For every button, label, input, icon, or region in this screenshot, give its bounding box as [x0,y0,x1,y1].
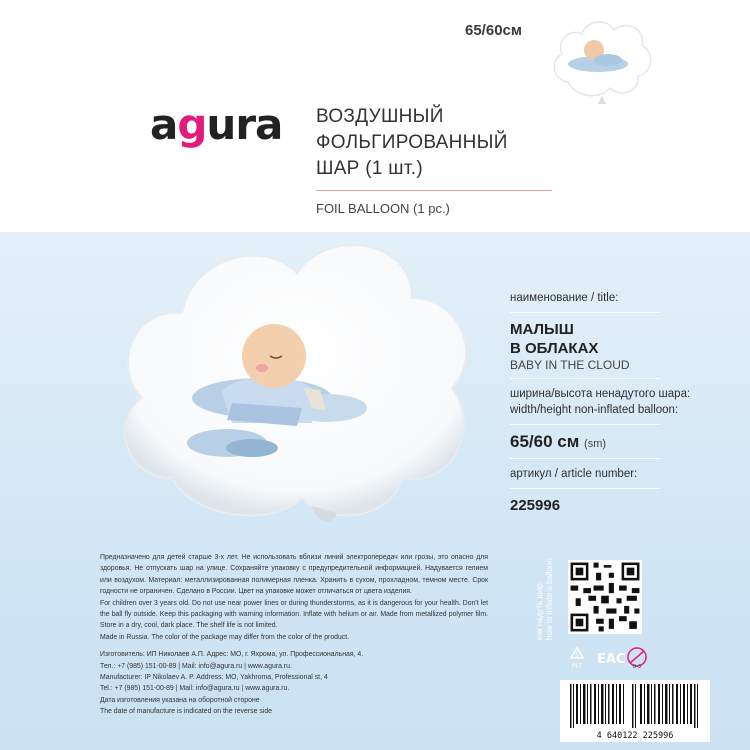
size-unit: (sm) [584,438,607,450]
svg-text:1: 1 [575,652,579,659]
contacts-en: Tel.: +7 (985) 151-00-89 | Mail: info@agura.ru | www.agura.ru. [100,685,290,693]
product-title-ru: ВОЗДУШНЫЙ ФОЛЬГИРОВАННЫЙ ШАР (1 шт.) [316,106,508,179]
divider [510,378,660,379]
recycle-icon [571,648,583,670]
svg-text:0-3: 0-3 [632,664,642,670]
qr-code[interactable] [568,560,642,634]
product-name-en: BABY IN THE CLOUD [510,358,630,372]
product-name-ru-1: МАЛЫШ [510,321,574,338]
divider [510,424,660,425]
size-label-en: width/height non-inflated balloon: [510,404,679,416]
date-note-ru: Дата изготовления указана на оборотной стороне [100,696,260,704]
product-title-en: FOIL BALLOON (1 pc.) [316,201,450,216]
size-label-top: 65/60см [465,22,522,39]
divider [510,312,660,313]
divider [510,488,660,489]
contacts-ru: Тел.: +7 (985) 151-00-89 | Mail: info@agura.ru | www.agura.ru. [100,662,292,670]
manufacturer-ru: Изготовитель: ИП Николаев А.П. Адрес: МО, г. Яхрома, ул. Профессиональная, 4. [100,651,364,659]
brand-logo: agura [150,100,283,149]
article-value: 225996 [510,497,561,514]
product-name-ru-2: В ОБЛАКАХ [510,340,599,357]
title-divider [316,190,552,191]
warning-en: For children over 3 years old. Do not use near power lines or during thunderstorms, as it is dangerous for your health. Don't let the ball fly outside. Keep this packaging with warning information. Inflate with helium or air. Made from metallized polymer film. Store in a dry, cool, dark place. The shelf life is not limited. [100,599,488,630]
divider [510,458,660,459]
svg-text:PET: PET [571,663,583,670]
balloon-illustration [112,228,482,528]
barcode-bars [560,680,710,728]
barcode [560,680,710,742]
eac-mark: EAC [597,652,626,667]
barcode-number: 4 640122 225996 [596,731,674,741]
size-value: 65/60 см (sm) [510,432,607,451]
made-in: Made in Russia. The color of the package may differ from the color of the product. [100,633,350,641]
certification-marks [565,644,685,674]
balloon-thumbnail [548,12,656,106]
inflate-hint: как надуть шар how to inflate a balloon [535,558,554,640]
manufacturer-en: Manufacturer: IP Nikolaev A. P. Address: MO, Yakhroma, Professional st, 4 [100,674,328,682]
size-label-ru: ширина/высота ненадутого шара: [510,388,691,400]
title-label: наименование / title: [510,292,619,304]
date-note-en: The date of manufacture is indicated on the reverse side [100,708,272,716]
age-restriction-icon [628,648,646,670]
fine-print [100,552,488,718]
product-info [510,290,710,515]
article-label: артикул / article number: [510,468,638,480]
warning-ru: Предназначено для детей старше 3-х лет. Не использовать вблизи линий электропередач или грозы, это опасно для здоровья. Не отпускать шар на улице. Сохраняйте упаковку с предупредительной информацией. Надувается гелием или воздухом. Материал: металлизированная полимерная пленка. Хранить в сухом, прохладном, темном месте. Срок годности не ограничен. Сделано в России. Цвет на упаковке может отличаться от цвета изделия. [100,554,488,596]
